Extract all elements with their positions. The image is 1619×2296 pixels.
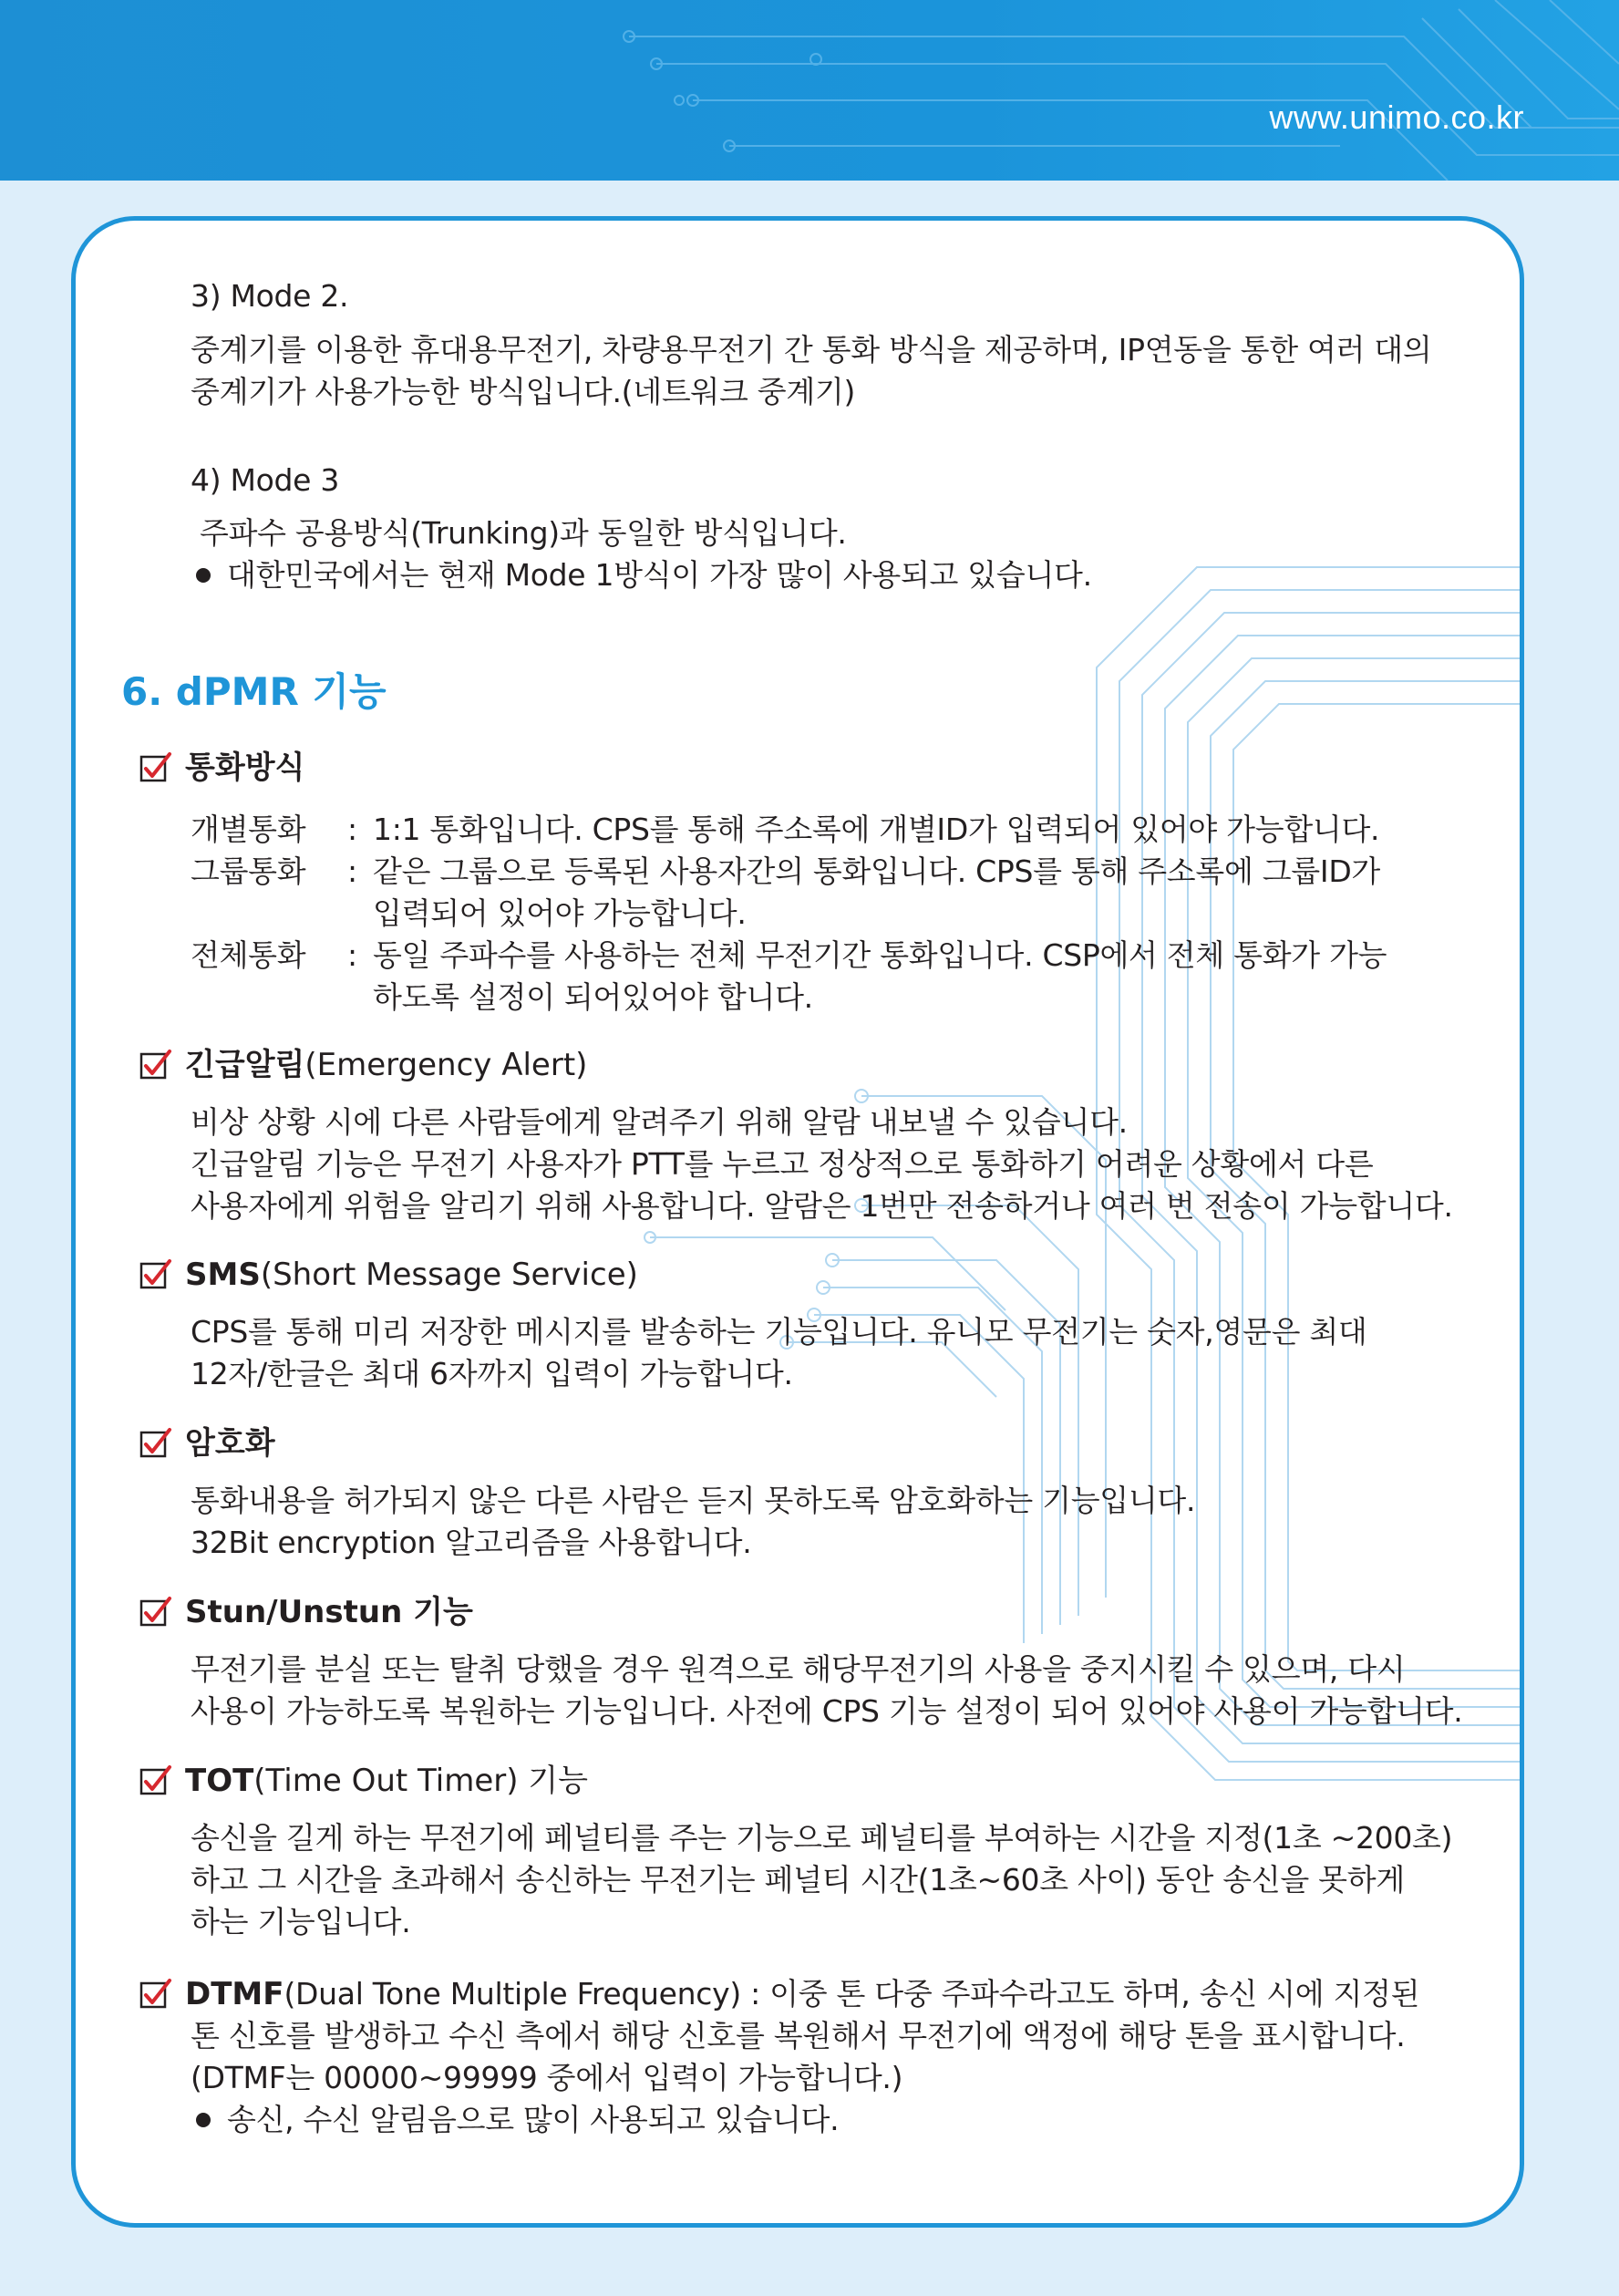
stun-line-1: 무전기를 분실 또는 탈취 당했을 경우 원격으로 해당무전기의 사용을 중지시킬 수 있으며, 다시 [191,1651,1406,1687]
section-title: 6. dPMR 기능 [121,669,387,714]
feature-tot-heading [139,1760,588,1802]
sms-line-2: 12자/한글은 최대 6자까지 입력이 가능합니다. [191,1356,793,1391]
feature-stun-heading [139,1591,473,1633]
stun-line-2: 사용이 가능하도록 복원하는 기능입니다. 사전에 CPS 기능 설정이 되어 있어야 사용이 가능합니다. [191,1693,1463,1729]
call-row-text: 입력되어 있어야 가능합니다. [373,895,747,931]
feature-emergency-heading [139,1044,587,1086]
feature-tot-title-bold: TOT [185,1763,254,1799]
content-card [71,216,1524,2228]
tot-line-2: 하고 그 시간을 초과해서 송신하는 무전기는 페널티 시간(1초~60초 사이) 동안 송신을 못하게 [191,1862,1405,1898]
checkbox-checked-icon [139,751,172,784]
feature-call-title: 통화방식 [185,750,305,786]
feature-encryption-heading [139,1422,275,1464]
mode3-note-text: 대한민국에서는 현재 Mode 1방식이 가장 많이 사용되고 있습니다. [227,557,1092,593]
feature-stun-title: Stun/Unstun 기능 [185,1594,473,1630]
mode3-line-1: 주파수 공용방식(Trunking)과 동일한 방식입니다. [200,515,847,551]
encryption-line-1: 통화내용을 허가되지 않은 다른 사람은 듣지 못하도록 암호화하는 기능입니다. [191,1483,1196,1518]
encryption-line-2: 32Bit encryption 알고리즘을 사용합니다. [191,1525,752,1560]
feature-dtmf-title-bold: DTMF [185,1976,284,2012]
dtmf-note-text: 송신, 수신 알림음으로 많이 사용되고 있습니다. [227,2102,840,2137]
checkbox-checked-icon [139,1978,172,2011]
checkbox-checked-icon [139,1764,172,1797]
dtmf-line-2: (DTMF는 00000~99999 중에서 입력이 가능합니다.) [191,2060,903,2095]
call-row-5 [191,977,813,1019]
call-row-label: 개별통화 [191,812,306,847]
feature-dtmf-title-rest: (Dual Tone Multiple Frequency) : 이중 톤 다중 주파수라고도 하며, 송신 시에 지정된 [284,1976,1420,2012]
tot-line-3: 하는 기능입니다. [191,1904,411,1939]
page-header [0,0,1619,181]
feature-dtmf-heading [139,1973,1419,2015]
call-row-4 [191,935,1387,977]
call-row-label: 전체통화 [191,937,306,973]
header-circuit-decoration [0,0,1619,181]
feature-emergency-title-bold: 긴급알림 [185,1047,305,1083]
emergency-line-3: 사용자에게 위험을 알리기 위해 사용합니다. 알람은 1번만 전송하거나 여러 번 전송이 가능합니다. [191,1188,1453,1224]
checkbox-checked-icon [139,1258,172,1291]
call-row-3 [191,893,747,935]
tot-line-1: 송신을 길게 하는 무전기에 페널티를 주는 기능으로 페널티를 부여하는 시간을 지정(1초 ~200초) [191,1820,1453,1856]
feature-call-heading [139,747,304,789]
call-row-text: 같은 그룹으로 등록된 사용자간의 통화입니다. CPS를 통해 주소록에 그룹ID가 [373,853,1381,889]
call-row-colon: : [347,853,357,889]
mode3-note [191,554,1092,596]
call-row-label: 그룹통화 [191,853,306,889]
checkbox-checked-icon [139,1596,172,1629]
mode3-title: 4) Mode 3 [191,462,340,498]
bullet-dot-icon [196,2113,211,2127]
site-url[interactable]: www.unimo.co.kr [1269,98,1524,136]
mode2-line-1: 중계기를 이용한 휴대용무전기, 차량용무전기 간 통화 방식을 제공하며, IP연동을 통한 여러 대의 [191,332,1432,367]
bullet-dot-icon [196,568,211,583]
call-row-1 [191,809,1379,851]
call-row-2 [191,851,1380,893]
dtmf-note [191,2099,839,2141]
sms-line-1: CPS를 통해 미리 저장한 메시지를 발송하는 기능입니다. 유니모 무전기는 숫자,영문은 최대 [191,1314,1367,1350]
call-row-colon: : [347,812,357,847]
mode2-title: 3) Mode 2. [191,278,349,314]
feature-sms-heading [139,1254,638,1296]
emergency-line-2: 긴급알림 기능은 무전기 사용자가 PTT를 누르고 정상적으로 통화하기 어려운 상황에서 다른 [191,1146,1374,1182]
call-row-text: 하도록 설정이 되어있어야 합니다. [373,979,813,1015]
feature-tot-title-rest: (Time Out Timer) 기능 [253,1763,588,1799]
call-row-text: 동일 주파수를 사용하는 전체 무전기간 통화입니다. CSP에서 전체 통화가 가능 [373,937,1387,973]
feature-encryption-title: 암호화 [185,1425,275,1462]
call-row-colon: : [347,937,357,973]
emergency-line-1: 비상 상황 시에 다른 사람들에게 알려주기 위해 알람 내보낼 수 있습니다. [191,1104,1128,1140]
dtmf-line-1: 톤 신호를 발생하고 수신 측에서 해당 신호를 복원해서 무전기에 액정에 해당 톤을 표시합니다. [191,2018,1406,2053]
mode2-line-2: 중계기가 사용가능한 방식입니다.(네트워크 중계기) [191,374,856,409]
call-row-text: 1:1 통화입니다. CPS를 통해 주소록에 개별ID가 입력되어 있어야 가능합니다. [373,812,1380,847]
feature-sms-title-rest: (Short Message Service) [260,1257,638,1293]
feature-emergency-title-rest: (Emergency Alert) [304,1047,588,1083]
checkbox-checked-icon [139,1049,172,1081]
checkbox-checked-icon [139,1427,172,1460]
feature-sms-title-bold: SMS [185,1257,261,1293]
